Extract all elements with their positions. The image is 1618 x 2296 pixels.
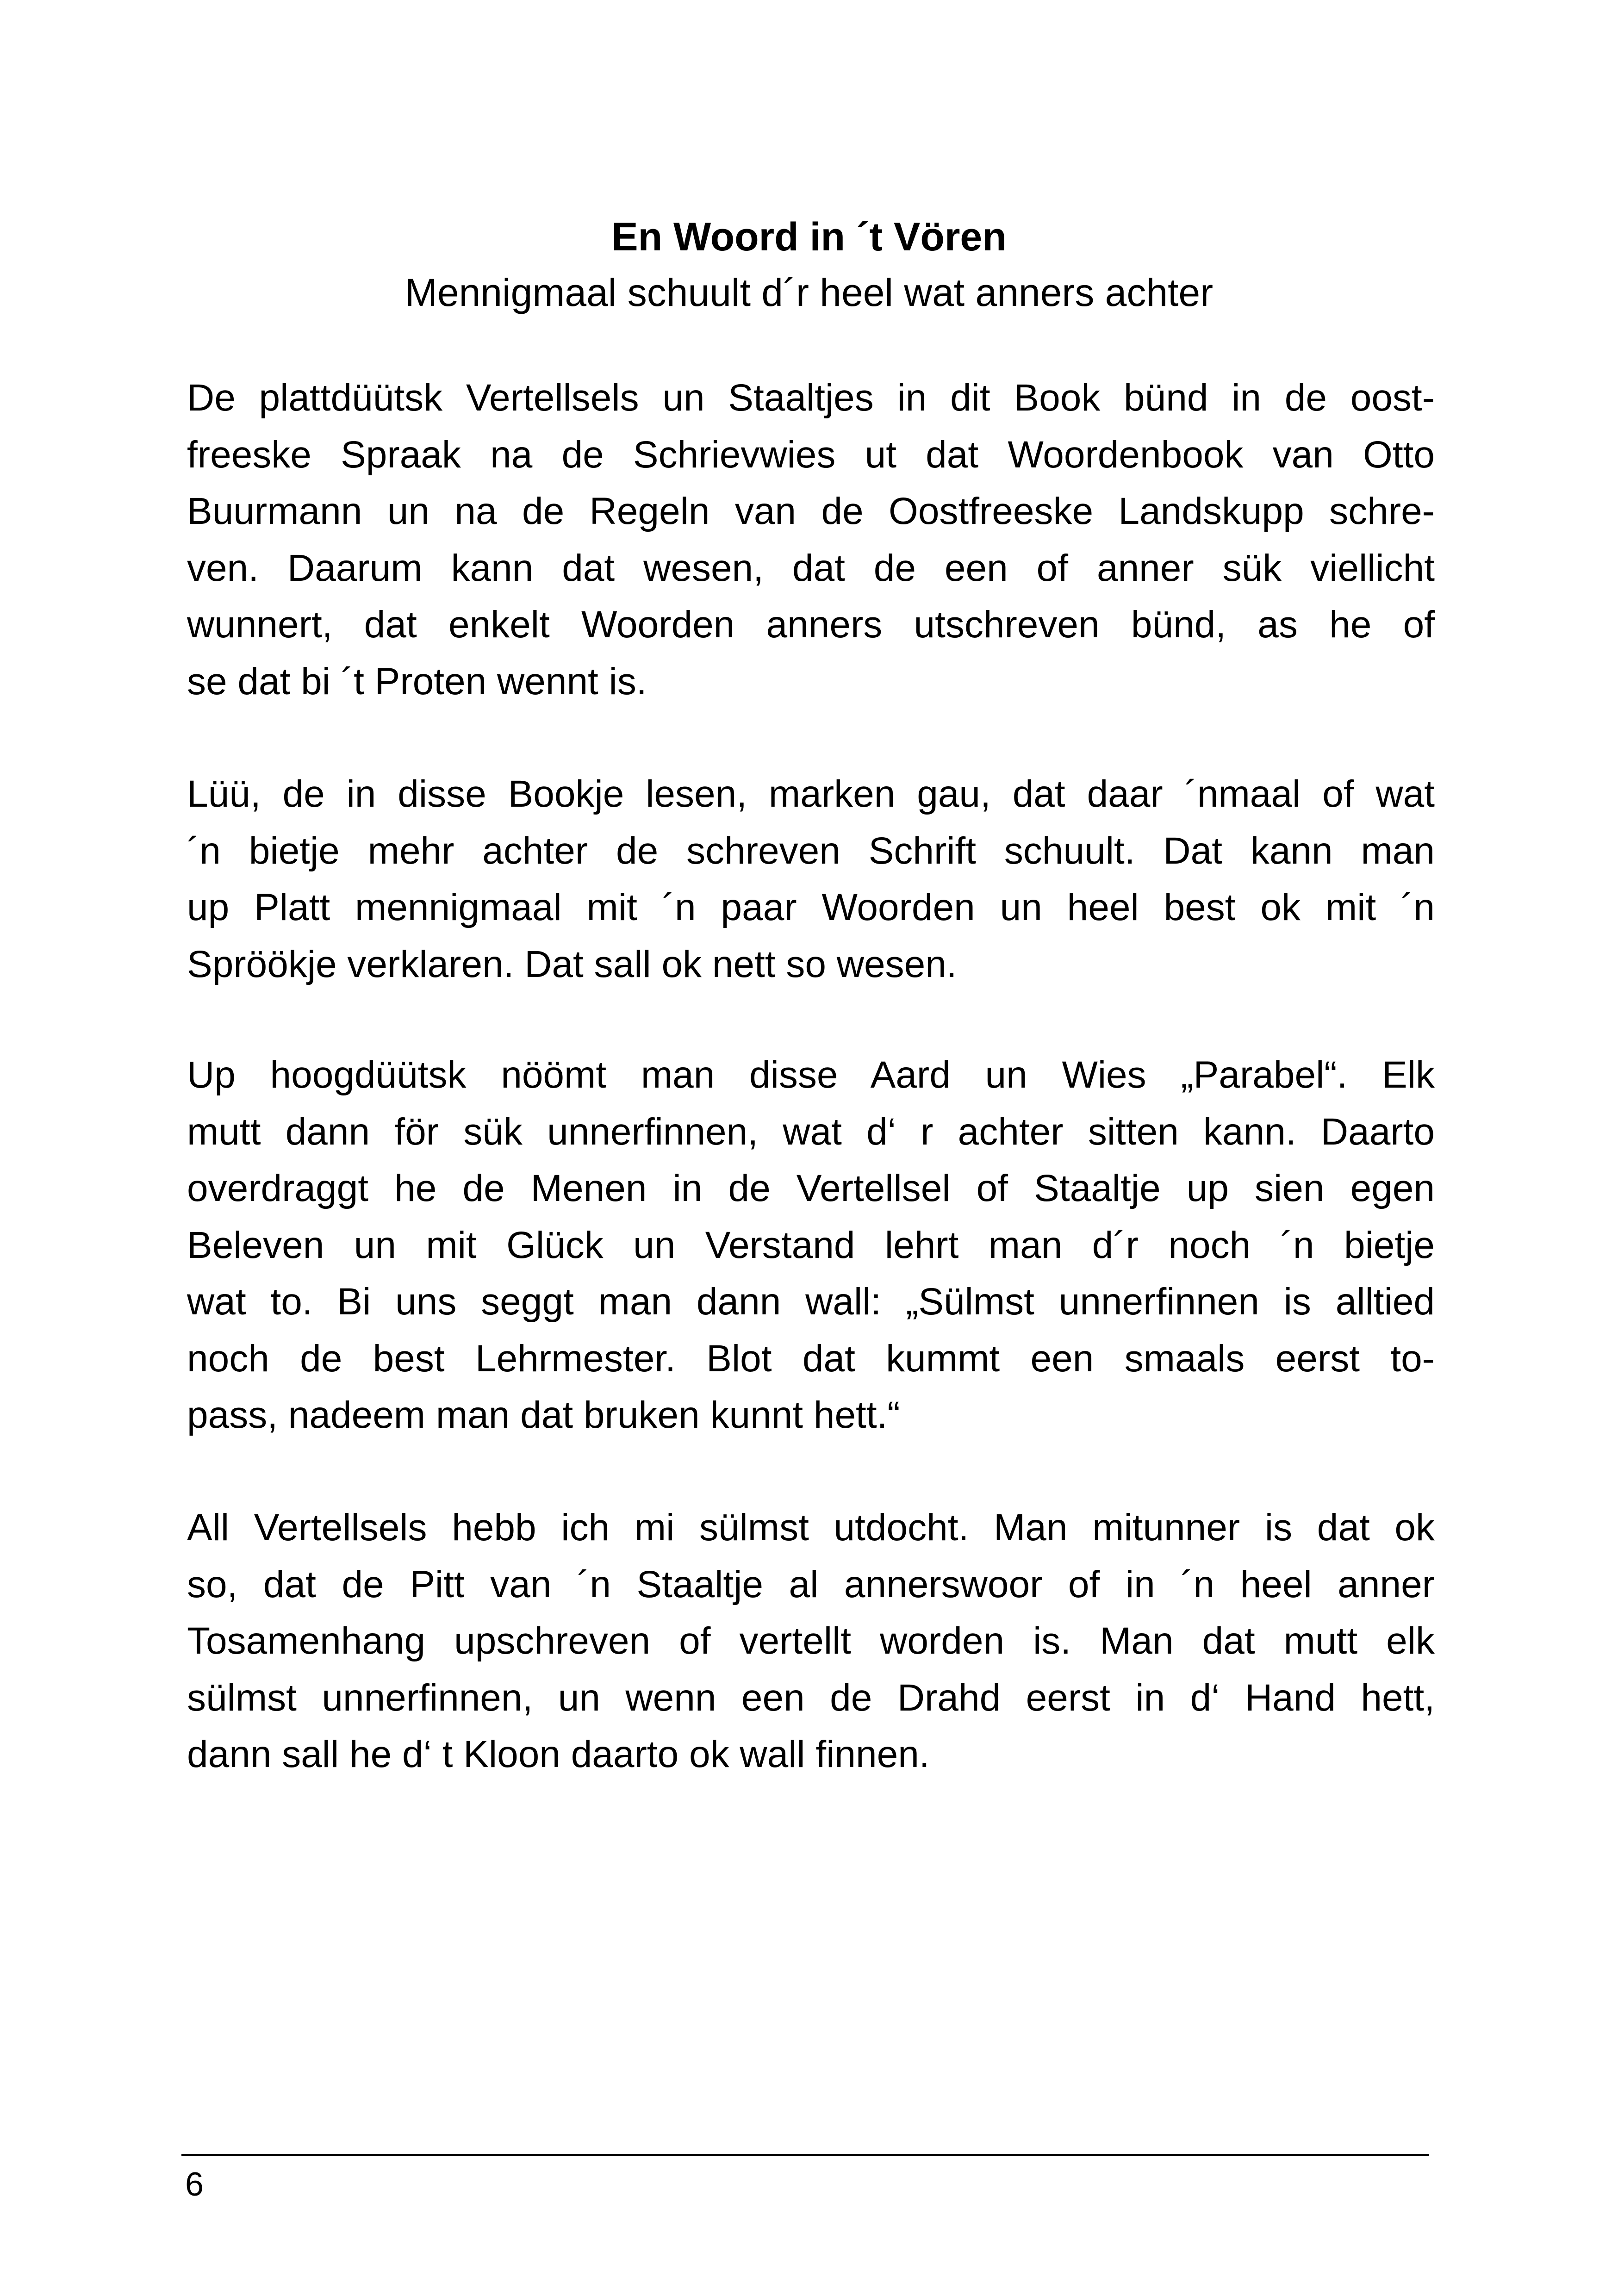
text-line: Lüü, de in disse Bookje lesen, marken gau, dat daar ´nmaal of wat [187,773,1435,815]
text-line: pass, nadeem man dat bruken kunnt hett.“ [187,1394,900,1436]
text-line: up Platt mennigmaal mit ´n paar Woorden un heel best ok mit ´n [187,886,1435,928]
text-line: so, dat de Pitt van ´n Staaltje al annerswoor of in ´n heel anner [187,1563,1435,1605]
paragraph-2 [187,766,1435,993]
text-line: se dat bi ´t Proten wennt is. [187,660,647,703]
page-subtitle: Mennigmaal schuult d´r heel wat anners achter [404,271,1214,314]
paragraph-3 [187,1047,1435,1444]
footer-divider [181,2154,1429,2156]
page-number: 6 [185,2166,204,2203]
text-line: noch de best Lehrmester. Blot dat kummt een smaals eerst to- [187,1337,1435,1380]
text-line: De plattdüütsk Vertellsels un Staaltjes in dit Book bünd in de oost- [187,377,1435,419]
text-line: All Vertellsels hebb ich mi sülmst utdocht. Man mitunner is dat ok [187,1506,1435,1549]
text-line: dann sall he d‘ t Kloon daarto ok wall finnen. [187,1733,930,1775]
text-line: Spröökje verklaren. Dat sall ok nett so wesen. [187,943,957,985]
text-line: wat to. Bi uns seggt man dann wall: „Sülmst unnerfinnen is alltied [187,1281,1435,1323]
text-line: ven. Daarum kann dat wesen, dat de een of anner sük viellicht [187,547,1435,589]
page-title: En Woord in ´t Vören [611,215,1007,259]
text-line: sülmst unnerfinnen, un wenn een de Drahd eerst in d‘ Hand hett, [187,1676,1435,1719]
text-line: wunnert, dat enkelt Woorden anners utschreven bünd, as he of [187,604,1435,646]
paragraph-4 [187,1500,1435,1783]
text-line: ´n bietje mehr achter de schreven Schrift schuult. Dat kann man [187,829,1435,872]
text-line: freeske Spraak na de Schrievwies ut dat Woordenbook van Otto [187,433,1435,476]
text-line: overdraggt he de Menen in de Vertellsel of Staaltje up sien egen [187,1167,1435,1209]
paragraph-1 [187,370,1435,710]
text-line: Tosamenhang upschreven of vertellt worden is. Man dat mutt elk [187,1620,1435,1662]
text-line: mutt dann för sük unnerfinnen, wat d‘ r achter sitten kann. Daarto [187,1110,1435,1153]
text-line: Buurmann un na de Regeln van de Oostfreeske Landskupp schre- [187,490,1435,532]
text-line: Up hoogdüütsk nöömt man disse Aard un Wies „Parabel“. Elk [187,1054,1435,1096]
text-line: Beleven un mit Glück un Verstand lehrt man d´r noch ´n bietje [187,1224,1435,1266]
